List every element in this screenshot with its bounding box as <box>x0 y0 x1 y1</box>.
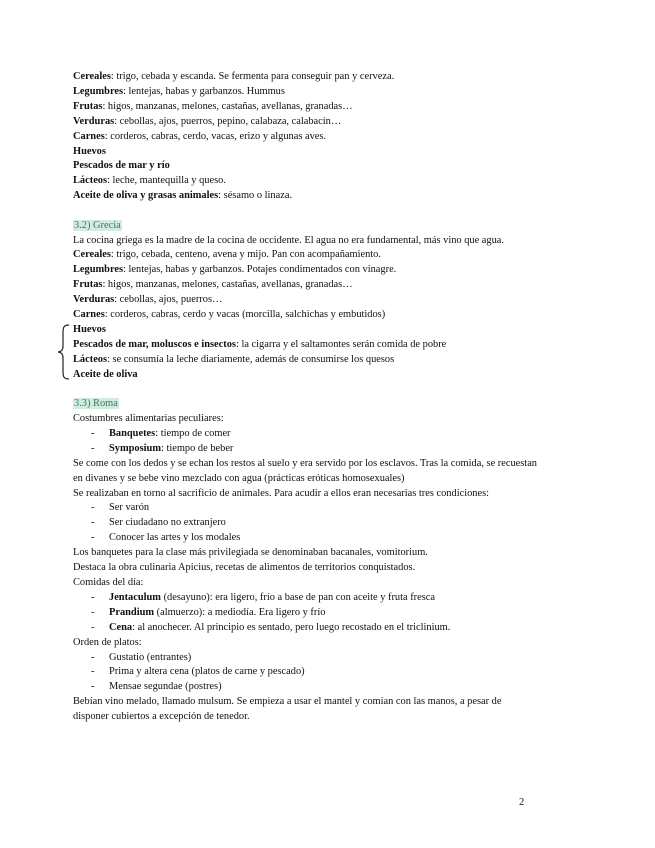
grecia-pescados: Pescados de mar, moluscos e insectos: la cigarra y el saltamontes serán comida de pobre <box>73 338 447 350</box>
roma-section <box>73 397 538 725</box>
egipto-cereales: Cereales: trigo, cebada y escanda. Se fermenta para conseguir pan y cerveza. <box>73 71 395 82</box>
list-item: - Jentaculum (desayuno): era ligero, frío a base de pan con aceite y fruta fresca <box>73 591 538 606</box>
list-item: - Mensae segundae (postres) <box>73 680 538 695</box>
egipto-carnes: Carnes: corderos, cabras, cerdo, vacas, erizo y algunas aves. <box>73 130 327 142</box>
grecia-carnes: Carnes: corderos, cabras, cerdo y vacas (morcilla, salchichas y embutidos) <box>73 309 386 321</box>
list-item: - Prandium (almuerzo): a mediodía. Era ligero y frío <box>73 606 538 621</box>
list-item: - Symposium: tiempo de beber <box>73 442 538 457</box>
roma-final-text: Bebían vino melado, llamado mulsum. Se empieza a usar el mantel y comían con las manos, a pesar de disponer cubiertos a excepción de tenedor. <box>73 696 502 723</box>
page-number: 2 <box>519 797 525 808</box>
grecia-heading: 3.2) Grecia <box>74 219 121 231</box>
list-item: - Ser ciudadano no extranjero <box>73 516 538 531</box>
egipto-aceite: Aceite de oliva y grasas animales: sésamo o linaza. <box>73 190 293 202</box>
curly-brace-icon <box>57 324 71 380</box>
document-page <box>73 70 538 725</box>
egipto-legumbres: Legumbres: lentejas, habas y garbanzos. Hummus <box>73 85 285 97</box>
list-item: - Prima y altera cena (platos de carne y pescado) <box>73 665 538 680</box>
grecia-section <box>73 219 538 383</box>
roma-banquetes-text: Los banquetes para la clase más privilegiada se denominaban bacanales, vomitorium. <box>73 547 428 559</box>
roma-comidas-heading: Comidas del día: <box>73 577 144 588</box>
egipto-verduras: Verduras: cebollas, ajos, puerros, pepino, calabaza, calabacín… <box>73 115 342 127</box>
roma-apicius-text: Destaca la obra culinaria Apicius, recetas de alimentos de territorios conquistados. <box>73 562 416 574</box>
egipto-huevos: Huevos <box>73 145 106 157</box>
list-item: - Cena: al anochecer. Al principio es sentado, pero luego recostado en el triclinium. <box>73 621 538 636</box>
list-item: - Ser varón <box>73 501 538 516</box>
roma-costumbres: Costumbres alimentarias peculiares: <box>73 413 224 425</box>
list-item: - Gustatio (entrantes) <box>73 651 538 666</box>
grecia-legumbres: Legumbres: lentejas, habas y garbanzos. Potajes condimentados con vinagre. <box>73 264 397 276</box>
grecia-huevos: Huevos <box>73 324 106 335</box>
roma-sacrificio: Se realizaban en torno al sacrificio de animales. Para acudir a ellos eran necesarias tres condiciones: <box>73 487 490 499</box>
list-item: - Banquetes: tiempo de comer <box>73 427 538 442</box>
grecia-cereales: Cereales: trigo, cebada, centeno, avena y mijo. Pan con acompañamiento. <box>73 249 381 261</box>
egipto-section <box>73 70 538 204</box>
grecia-lacteos: Lácteos: se consumía la leche diariamente, además de consumirse los quesos <box>73 353 395 365</box>
grecia-frutas: Frutas: higos, manzanas, melones, castañas, avellanas, granadas… <box>73 279 353 291</box>
roma-comen-text: Se come con los dedos y se echan los restos al suelo y era servido por los esclavos. Tras la comida, se recuestan en divanes y se bebe vino mezclado con agua (prácticas eróticas homosexuales) <box>73 457 538 484</box>
grecia-intro: La cocina griega es la madre de la cocina de occidente. El agua no era fundamental, más vino que agua. <box>73 234 505 246</box>
egipto-pescados: Pescados de mar y río <box>73 160 170 172</box>
egipto-lacteos: Lácteos: leche, mantequilla y queso. <box>73 175 226 187</box>
grecia-verduras: Verduras: cebollas, ajos, puerros… <box>73 294 223 306</box>
list-item: - Conocer las artes y los modales <box>73 531 538 546</box>
roma-orden-heading: Orden de platos: <box>73 636 142 648</box>
roma-heading: 3.3) Roma <box>74 398 118 410</box>
egipto-frutas: Frutas: higos, manzanas, melones, castañas, avellanas, granadas… <box>73 100 353 112</box>
grecia-bracketed-group <box>73 323 538 383</box>
grecia-aceite: Aceite de oliva <box>73 368 138 380</box>
